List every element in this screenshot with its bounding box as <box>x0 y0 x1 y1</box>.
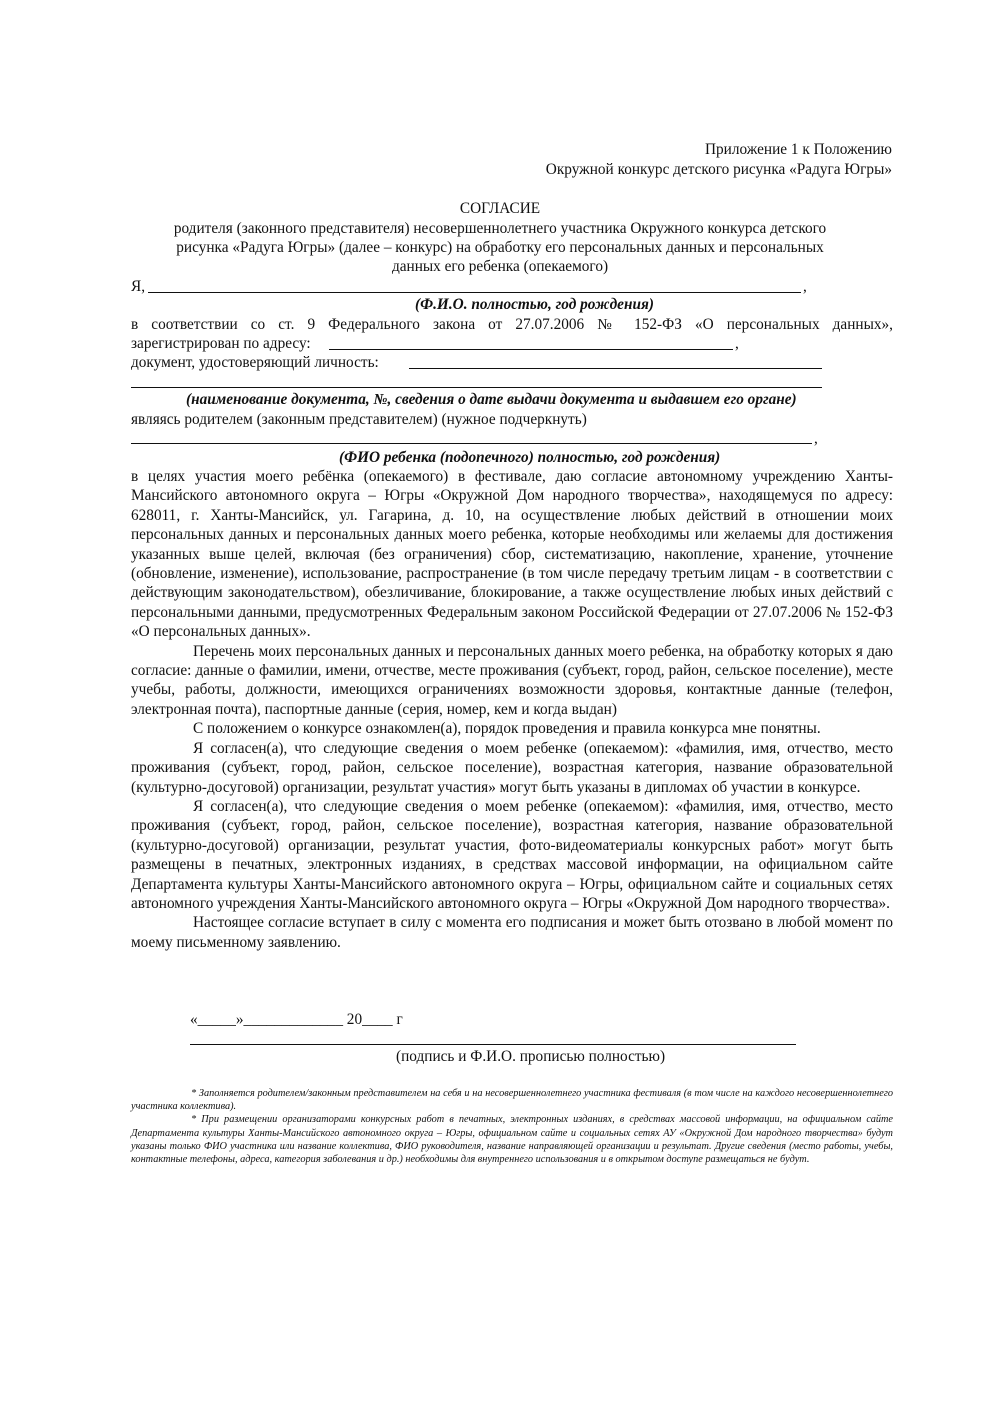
header-line-2: Окружной конкурс детского рисунка «Радуга Югры» <box>545 161 892 178</box>
address-fill-line[interactable] <box>329 349 733 350</box>
signature-hint: (подпись и Ф.И.О. прописью полностью) <box>396 1048 666 1065</box>
document-label: документ, удостоверяющий личность: <box>131 354 379 371</box>
document-fill-line[interactable] <box>409 368 822 369</box>
fio-hint: (Ф.И.О. полностью, год рождения) <box>415 296 654 313</box>
footnotes <box>131 1087 893 1166</box>
signature-fill-line[interactable] <box>190 1044 796 1045</box>
paragraph-purpose: в целях участия моего ребёнка (опекаемого) в фестивале, даю согласие автономному учреждению Ханты-Мансийского автономного округа – Югры «Окружной Дом народного творчества», находящемуся по адресу: 628011, г. Ханты-Мансийск, ул. Гагарина, д. 10, на осуществление любых действий в отношении моих персональных данных и персональных данных моего ребенка, которые необходимы или желаемы для достижения указанных выше целей, включая (без ограничения) сбор, систематизацию, накопление, хранение, уточнение (обновление, изменение), использование, распространение (в том числе передачу третьим лицам - в соответствии с действующим законодательством), обезличивание, блокирование, а также осуществление любых иных действий с персональными данными, предусмотренных Федеральным законом Российской Федерации от 27.07.2006 № 152-ФЗ «О персональных данных». <box>131 468 893 641</box>
subtitle-line-3: данных его ребенка (опекаемого) <box>391 258 609 275</box>
law-line: в соответствии со ст. 9 Федерального закона от 27.07.2006 № 152-ФЗ «О персональных данных», <box>131 316 893 333</box>
date-line[interactable]: «_____»_____________ 20____ г <box>190 1011 403 1028</box>
child-hint: (ФИО ребенка (подопечного) полностью, год рождения) <box>339 449 721 466</box>
subtitle-line-1: родителя (законного представителя) несовершеннолетнего участника Окружного конкурса детского <box>173 220 827 237</box>
address-label: зарегистрирован по адресу: <box>131 335 311 352</box>
child-fill-line[interactable] <box>131 443 812 444</box>
fio-comma: , <box>803 278 807 295</box>
subtitle-line-2: рисунка «Радуга Югры» (далее – конкурс) на обработку его персональных данных и персональных <box>176 239 824 256</box>
paragraph-acknowledgement: С положением о конкурсе ознакомлен(а), порядок проведения и правила конкурса мне понятны. <box>193 720 821 738</box>
i-label: Я, <box>131 278 146 295</box>
paragraph-data-list: Перечень моих персональных данных и персональных данных моего ребенка, на обработку которых я даю согласие: данные о фамилии, имени, отчестве, месте проживания (субъект, город, район, сельское поселение), месте учебы, работы, должности, имеющихся ограничениях возможности здоровья, контактные данные (телефон, электронная почта), паспортные данные (серия, номер, кем и когда выдан) <box>131 642 893 718</box>
document-title: СОГЛАСИЕ <box>459 200 541 217</box>
document-hint: (наименование документа, №, сведения о дате выдачи документа и выдавшем его органе) <box>186 391 797 408</box>
footnote-2: * При размещении организаторами конкурсных работ в печатных, электронных изданиях, в средствах массовой информации, на официальном сайте Департамента культуры Ханты-Мансийского автономного округа – Югры, официальном сайте и социальных сетях АУ «Окружной Дом народного творчества» будут указаны только ФИО участника или название коллектива, ФИО руководителя, название направляющей организации и результат. Другие сведения (место работы, учебы, контактные телефоны, адреса, категория заболевания и др.) необходимы для внутреннего использования и в открытом доступе размещаться не будут. <box>131 1114 893 1166</box>
child-comma: , <box>814 430 818 447</box>
paragraph-validity: Настоящее согласие вступает в силу с момента его подписания и может быть отозвано в любой момент по моему письменному заявлению. <box>131 914 893 951</box>
consent-body <box>131 467 893 952</box>
parent-line: являясь родителем (законным представителем) (нужное подчеркнуть) <box>131 411 587 428</box>
document-fill-line-2[interactable] <box>131 387 822 388</box>
fio-fill-line[interactable] <box>148 292 801 293</box>
paragraph-diplomas: Я согласен(а), что следующие сведения о моем ребенке (опекаемом): «фамилия, имя, отчество, место проживания (субъект, город, район, сельское поселение), возрастная категория, название образовательной (культурно-досуговой) организации, результат участия» могут быть указаны в дипломах об участии в конкурсе. <box>131 739 893 796</box>
footnote-1: * Заполняется родителем/законным представителем на себя и на несовершеннолетнего участника фестиваля (в том числе на каждого несовершеннолетнего участника коллектива). <box>131 1088 893 1113</box>
address-comma: , <box>735 335 739 352</box>
paragraph-publication: Я согласен(а), что следующие сведения о моем ребенке (опекаемом): «фамилия, имя, отчество, место проживания (субъект, город, район, сельское поселение), возрастная категория, название образовательной (культурно-досуговой) организации, результат участия, фото-видеоматериалы конкурсных работ» могут быть размещены в печатных, электронных изданиях, в средствах массовой информации, на официальном сайте Департамента культуры Ханты-Мансийского автономного округа – Югры, официальном сайте и социальных сетях автономного учреждения Ханты-Мансийского автономного округа – Югры «Окружной Дом народного творчества». <box>131 797 893 912</box>
header-line-1: Приложение 1 к Положению <box>704 141 892 158</box>
